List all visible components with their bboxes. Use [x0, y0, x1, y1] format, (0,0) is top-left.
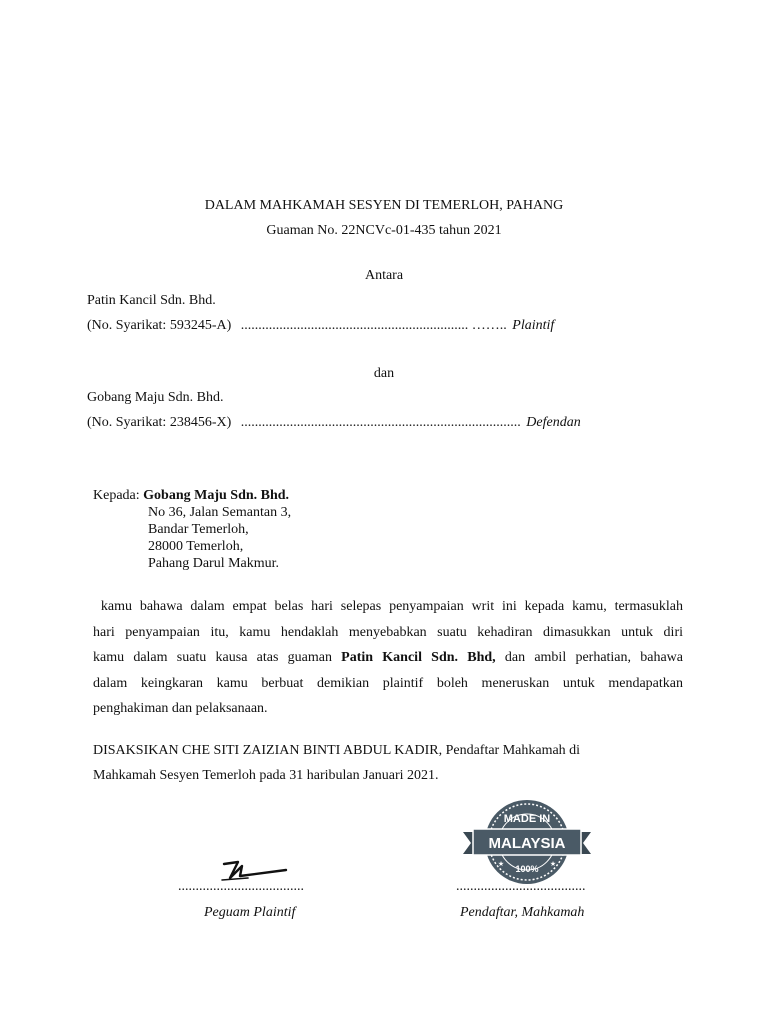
plaintiff-role: Plaintif — [512, 318, 555, 333]
body-line: hari penyampaian itu, kamu hendaklah menyebabkan suatu kehadiran dimasukkan untuk diri — [93, 624, 683, 640]
address-line: No 36, Jalan Semantan 3, — [148, 505, 292, 520]
plaintiff-reg: (No. Syarikat: 593245-A) — [87, 318, 232, 333]
address-line: Bandar Temerloh, — [148, 522, 249, 537]
body-line — [93, 645, 683, 671]
star-icon: ★ — [549, 860, 557, 868]
stamp-bottom-text: 100% — [515, 864, 539, 874]
court-title: DALAM MAHKAMAH SESYEN DI TEMERLOH, PAHANG — [204, 198, 564, 213]
body-line: penghakiman dan pelaksanaan. — [93, 701, 268, 716]
recipient-block — [93, 487, 289, 504]
recipient-address — [148, 504, 291, 572]
defendant-reg-line — [87, 415, 581, 431]
plaintiff-dots: ................................................................. …….. — [240, 318, 507, 333]
plaintiff-name: Patin Kancil Sdn. Bhd. — [87, 293, 216, 308]
plaintiff-reg-line — [87, 318, 554, 334]
body-line: kamu bahawa dalam empat belas hari selepas penyampaian writ ini kepada kamu, termasuklah — [93, 599, 683, 614]
witness-line-1: DISAKSIKAN CHE SITI ZAIZIAN BINTI ABDUL KADIR, Pendaftar Mahkamah di — [93, 743, 581, 758]
registrar-label: Pendaftar, Mahkamah — [460, 905, 585, 920]
defendant-reg: (No. Syarikat: 238456-X) — [87, 415, 232, 430]
body-line: dalam keingkaran kamu berbuat demikian plaintif boleh meneruskan untuk mendapatkan — [93, 675, 683, 691]
address-line: 28000 Temerloh, — [148, 539, 244, 554]
made-in-malaysia-stamp — [461, 796, 593, 888]
body-party-name: Patin Kancil Sdn. Bhd, — [341, 650, 496, 665]
body-paragraph — [93, 594, 683, 722]
star-icon: ★ — [497, 860, 505, 868]
address-line: Pahang Darul Makmur. — [148, 556, 280, 571]
stamp-banner-text: MALAYSIA — [488, 835, 566, 852]
plaintiff-signature-dots: .................................... — [178, 879, 304, 894]
recipient-name: Gobang Maju Sdn. Bhd. — [143, 488, 290, 503]
case-number: Guaman No. 22NCVc-01-435 tahun 2021 — [266, 223, 502, 238]
defendant-name: Gobang Maju Sdn. Bhd. — [87, 390, 224, 405]
recipient-label: Kepada: — [93, 488, 140, 503]
defendant-role: Defendan — [526, 415, 581, 430]
antara-label: Antara — [364, 268, 404, 283]
stamp-top-text: MADE IN — [503, 813, 551, 825]
body-line-post: dan ambil perhatian, bahawa — [495, 650, 683, 665]
body-line-pre: kamu dalam suatu kausa atas guaman — [93, 650, 342, 665]
dan-label: dan — [373, 366, 395, 381]
registrar-signature-dots: ..................................... — [456, 879, 586, 894]
defendant-dots: ................................................................................ — [240, 415, 521, 430]
plaintiff-lawyer-label: Peguam Plaintif — [204, 905, 296, 920]
witness-line-2: Mahkamah Sesyen Temerloh pada 31 haribulan Januari 2021. — [93, 768, 439, 783]
